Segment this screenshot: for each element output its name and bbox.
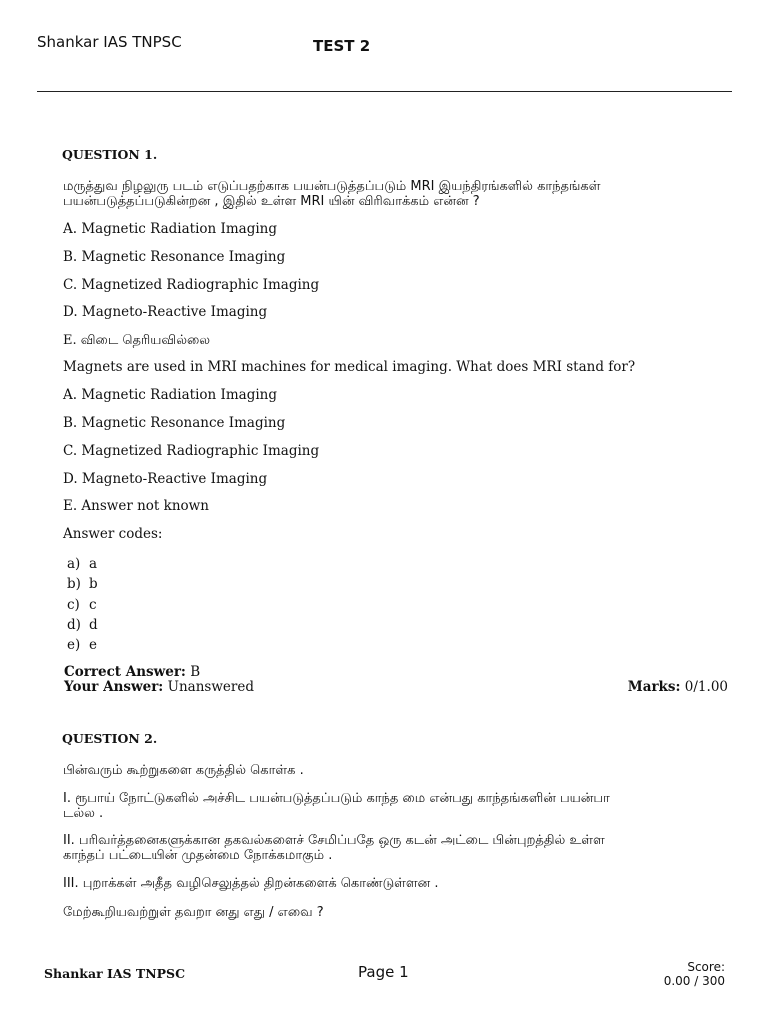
score-value: 0.00 / 300: [663, 974, 725, 988]
footer-brand: Shankar IAS TNPSC: [44, 966, 186, 981]
correct-answer-label: Correct Answer:: [64, 664, 186, 680]
score-block: [664, 960, 725, 988]
question-2-intro: பின்வரும் கூற்றுகளை கருத்தில் கொள்க .: [63, 763, 304, 778]
q1-tamil-option-d: D. Magneto-Reactive Imaging: [63, 304, 268, 320]
question-2-label: QUESTION 2.: [62, 731, 158, 746]
answer-codes-list: [67, 554, 98, 655]
question-1-label: QUESTION 1.: [62, 147, 158, 162]
answer-code-value: b: [89, 576, 98, 593]
q1-english-option-a: A. Magnetic Radiation Imaging: [63, 387, 277, 403]
header-divider: [37, 91, 732, 92]
q1-tamil-option-c: C. Magnetized Radiographic Imaging: [63, 277, 320, 293]
answer-code-item: [67, 554, 98, 574]
answer-code-key: b): [67, 576, 81, 593]
your-answer: [64, 679, 254, 695]
q1-english-option-c: C. Magnetized Radiographic Imaging: [63, 443, 320, 459]
answer-code-key: c): [67, 596, 80, 613]
q1-english-option-d: D. Magneto-Reactive Imaging: [63, 471, 268, 487]
question-2-statement-3: III. புறாக்கள் அதீத வழிசெலுத்தல் திறன்களைக் கொண்டுள்ளன .: [63, 876, 439, 891]
answer-code-item: [67, 635, 98, 655]
q1-tamil-option-e: E. விடை தெரியவில்லை: [63, 333, 211, 348]
answer-code-value: e: [89, 637, 97, 654]
q1-english-option-e: E. Answer not known: [63, 498, 209, 514]
your-answer-value: Unanswered: [167, 679, 254, 695]
header-brand: Shankar IAS TNPSC: [37, 33, 182, 51]
q1-english-option-b: B. Magnetic Resonance Imaging: [63, 415, 286, 431]
answer-code-value: c: [89, 596, 97, 613]
your-answer-label: Your Answer:: [64, 679, 164, 695]
score-label: Score:: [687, 960, 725, 974]
answer-code-key: e): [67, 637, 81, 654]
question-1-tamil-line-1: மருத்துவ நிழலுரு படம் எடுப்பதற்காக பயன்படுத்தப்படும் MRI இயந்திரங்களில் காந்தங்கள்: [63, 179, 601, 194]
correct-answer: [64, 664, 200, 680]
question-2-statement-2-line-1: II. பரிவர்த்தனைகளுக்கான தகவல்களைச் சேமிப்பதே ஒரு கடன் அட்டை பின்புறத்தில் உள்ள: [63, 833, 605, 848]
answer-codes-label: Answer codes:: [63, 526, 163, 542]
q1-tamil-option-a: A. Magnetic Radiation Imaging: [63, 221, 277, 237]
page-number: Page 1: [358, 963, 409, 981]
q1-tamil-option-b: B. Magnetic Resonance Imaging: [63, 249, 286, 265]
test-title: TEST 2: [313, 37, 371, 55]
correct-answer-value: B: [190, 664, 201, 680]
answer-code-value: d: [89, 616, 98, 633]
answer-code-item: [67, 595, 98, 615]
answer-code-item: [67, 574, 98, 594]
marks-label: Marks:: [627, 679, 681, 695]
question-2-statement-1-line-1: I. ரூபாய் நோட்டுகளில் அச்சிட பயன்படுத்தப்படும் காந்த மை என்பது காந்தங்களின் பயன்பா: [63, 791, 610, 806]
question-1-english-text: Magnets are used in MRI machines for medical imaging. What does MRI stand for?: [63, 359, 636, 375]
question-2-prompt: மேற்கூறியவற்றுள் தவறா னது எது / எவை ?: [63, 905, 324, 920]
question-2-statement-2-line-2: காந்தப் பட்டையின் முதன்மை நோக்கமாகும் .: [63, 848, 333, 863]
marks-value: 0/1.00: [684, 679, 728, 695]
answer-code-key: d): [67, 616, 81, 633]
question-2-statement-1-line-2: டல்ல .: [63, 806, 104, 821]
answer-code-value: a: [89, 556, 98, 572]
answer-code-item: [67, 615, 98, 635]
answer-code-key: a): [67, 556, 81, 572]
question-1-tamil-line-2: பயன்படுத்தப்படுகின்றன , இதில் உள்ள MRI யின் விரிவாக்கம் என்ன ?: [63, 194, 480, 209]
marks: [628, 679, 728, 695]
